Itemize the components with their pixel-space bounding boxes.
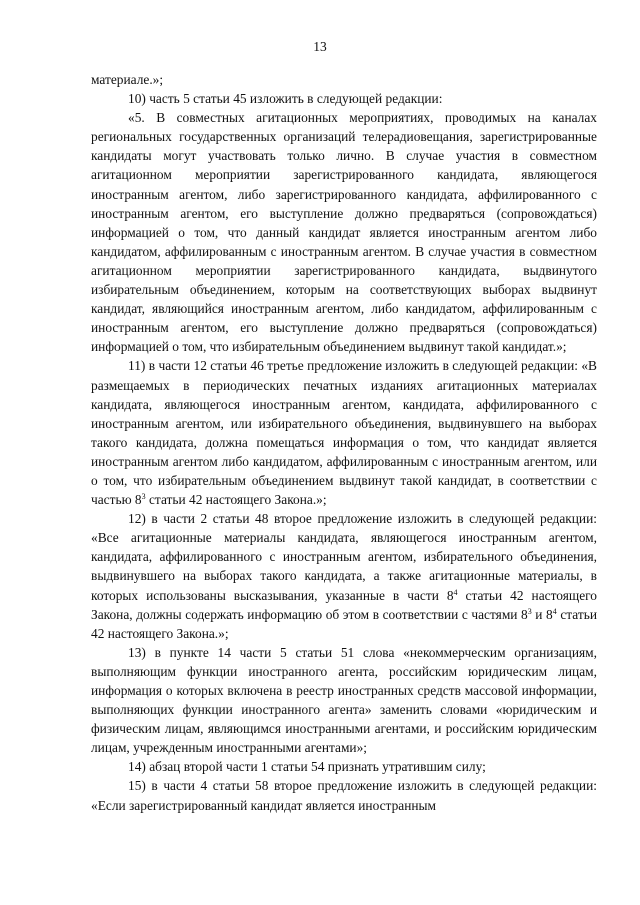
text-run: 11) в части 12 статьи 46 третье предложение изложить в следующей редакции: «В размещаемых в периодических печатных изданиях агитационных материалах кандидата, являющегося иностранным агентом, кандидата, аффилированного с иностранным агентом, или избирательного объединения, выдвинувшего на выборах такого кандидата, должна помещаться информация о том, что кандидат является иностранным агентом либо кандидатом, аффилированным с иностранным агентом, или о том, что избирательным объединением выдвинут такой кандидат, в соответствии с частью 8: [91, 358, 597, 508]
superscript: 4: [552, 606, 557, 616]
text-run: статьи 42 настоящего Закона, должны содержать информацию об этом в соответствии с частями 8: [91, 587, 597, 622]
paragraph-p6: [91, 757, 597, 776]
paragraph-p4: [91, 509, 597, 643]
text-run: статьи 42 настоящего Закона.»;: [91, 606, 598, 641]
paragraph-p1: [91, 89, 597, 108]
text-run: 13) в пункте 14 части 5 статьи 51 слова «некоммерческим организациям, выполняющим функции иностранного агента, российским юридическим лицам, информация о которых включена в реестр иностранных средств массовой информации, выполняющих функции иностранного агента» заменить словами «юридическим и физическим лицам, являющимся иностранными агентами, и российским юридическим лицам, учрежденным иностранными агентами»;: [91, 644, 597, 756]
text-run: 12) в части 2 статьи 48 второе предложение изложить в следующей редакции: «Все агитационные материалы кандидата, являющегося иностранным агентом, кандидата, аффилированного с иностранным агентом, избирательного объединения, выдвинувшего на выборах такого кандидата, а также агитационные материалы, в которых использованы высказывания, указанные в части 8: [91, 511, 597, 603]
paragraph-p3: [91, 356, 597, 509]
text-run: статьи 42 настоящего Закона.»;: [145, 492, 327, 508]
document-body: [91, 70, 597, 815]
page-number: 13: [313, 39, 327, 54]
text-run: 15) в части 4 статьи 58 второе предложение изложить в следующей редакции: «Если зарегистрированный кандидат является иностранным: [91, 778, 597, 813]
paragraph-p2: [91, 108, 597, 356]
superscript: 3: [141, 492, 146, 502]
paragraph-p0: [91, 70, 597, 89]
text-run: материале.»;: [91, 72, 164, 87]
superscript: 3: [527, 606, 532, 616]
superscript: 4: [453, 587, 458, 597]
paragraph-p7: [91, 776, 597, 814]
text-run: «5. В совместных агитационных мероприятиях, проводимых на каналах региональных государственных организаций телерадиовещания, зарегистрированные кандидаты могут участвовать только лично. В случае участия в совместном агитационном мероприятии зарегистрированного кандидата, являющегося иностранным агентом, либо зарегистрированного кандидата, аффилированного с иностранным агентом, его выступление должно предваряться (сопровождаться) информацией о том, что данный кандидат является иностранным агентом либо кандидатом, аффилированным с иностранным агентом. В случае участия в совместном агитационном мероприятии зарегистрированного кандидата, выдвинутого избирательным объединением, которым на соответствующих выборах выдвинут кандидат, являющийся иностранным агентом, либо кандидатом, аффилированным с иностранным агентом, его выступление должно предваряться (сопровождаться) информацией о том, что избирательным объединением выдвинут такой кандидат.»;: [91, 110, 597, 355]
paragraph-p5: [91, 643, 597, 758]
text-run: 14) абзац второй части 1 статьи 54 признать утратившим силу;: [128, 759, 486, 775]
text-run: и 8: [531, 606, 553, 622]
text-run: 10) часть 5 статьи 45 изложить в следующей редакции:: [128, 91, 443, 107]
